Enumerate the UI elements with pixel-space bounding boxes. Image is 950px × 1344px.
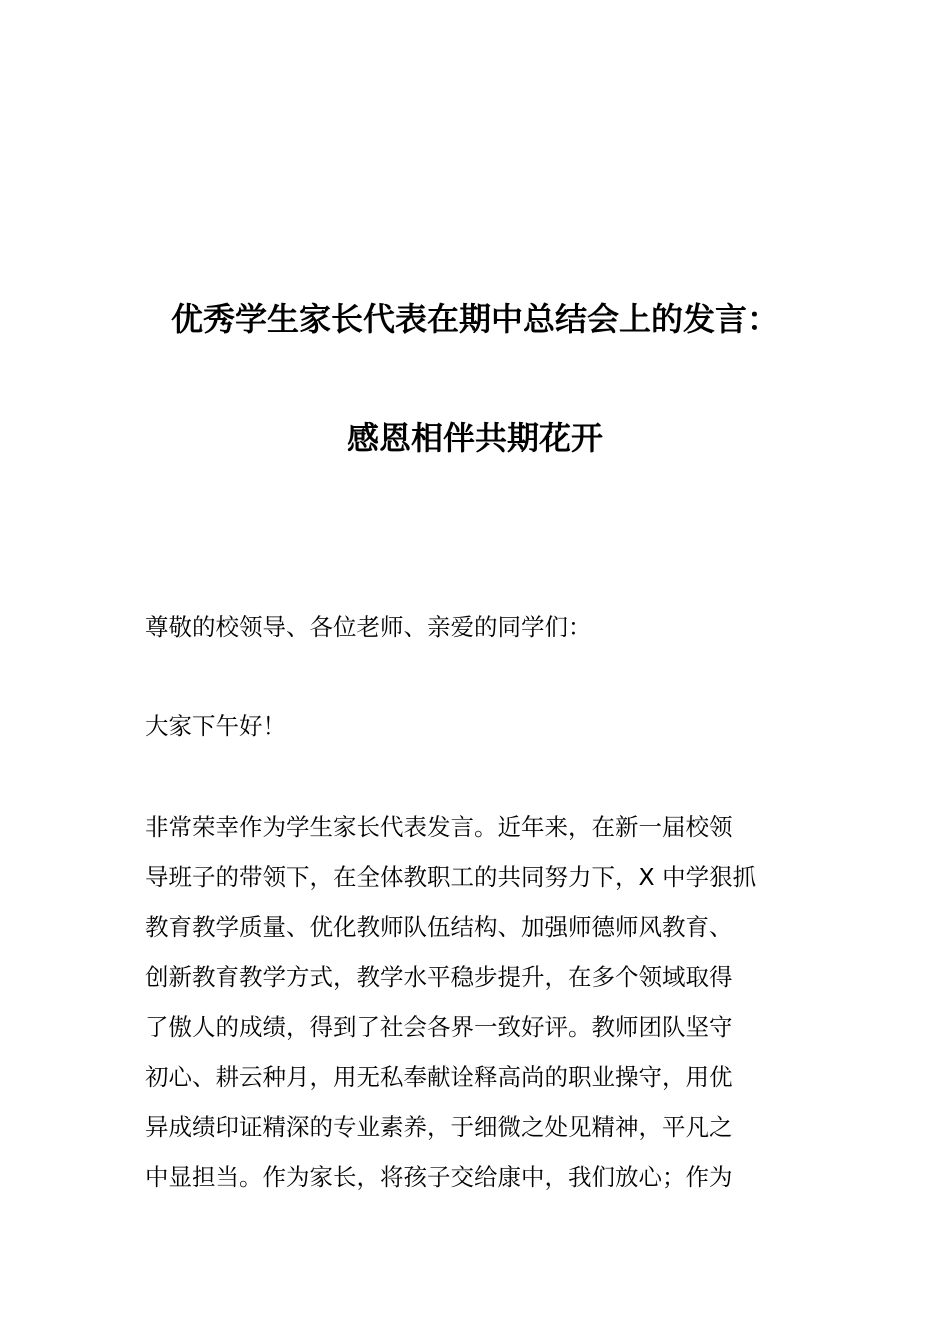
greeting-paragraph: 大家下午好！: [145, 712, 286, 740]
body-line-1: 非常荣幸作为学生家长代表发言。近年来，在新一届校领: [145, 813, 733, 841]
document-title-line-2: 感恩相伴共期花开: [346, 419, 603, 457]
body-line-4: 创新教育教学方式，教学水平稳步提升，在多个领域取得: [145, 963, 733, 991]
body-line-2: 导班子的带领下，在全体教职工的共同努力下，X 中学狠抓: [145, 863, 757, 891]
salutation-paragraph: 尊敬的校领导、各位老师、亲爱的同学们：: [145, 613, 592, 641]
body-line-8: 中显担当。作为家长，将孩子交给康中，我们放心；作为: [145, 1163, 733, 1191]
body-line-3: 教育教学质量、优化教师队伍结构、加强师德师风教育、: [145, 913, 733, 941]
body-line-6: 初心、耕云种月，用无私奉献诠释高尚的职业操守，用优: [145, 1063, 733, 1091]
body-line-5: 了傲人的成绩，得到了社会各界一致好评。教师团队坚守: [145, 1013, 733, 1041]
document-title-line-1: 优秀学生家长代表在期中总结会上的发言：: [170, 300, 779, 338]
body-line-7: 异成绩印证精深的专业素养，于细微之处见精神，平凡之: [145, 1113, 733, 1141]
body-paragraph: [145, 802, 810, 1202]
